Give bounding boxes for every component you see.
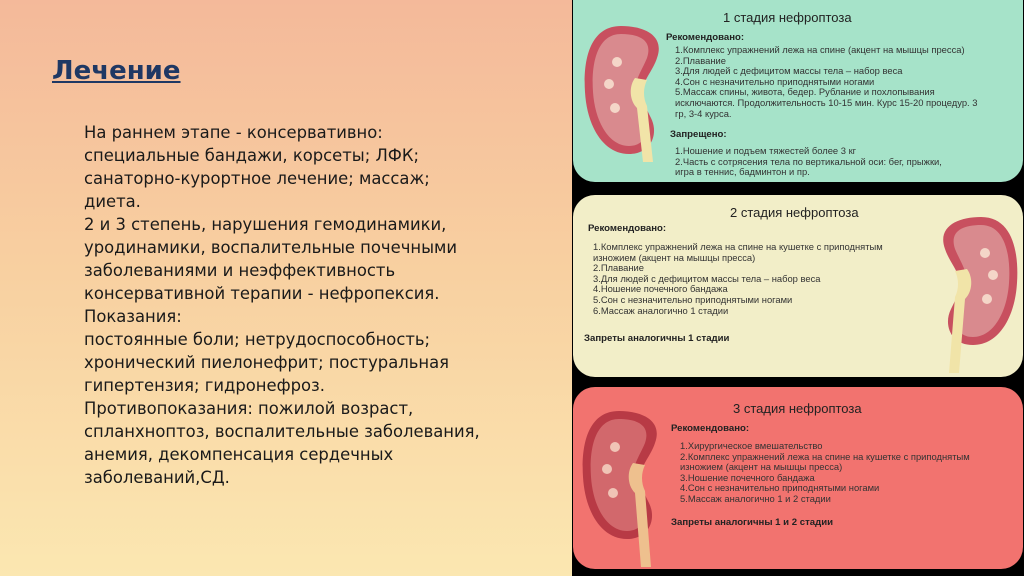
list-item: изножием (акцент на мышцы пресса) <box>680 461 843 473</box>
list-item: 4.Ношение почечного бандажа <box>593 283 728 295</box>
stage-2-recommended-list <box>593 242 883 316</box>
list-item: изножием (акцент на мышцы пресса) <box>593 251 756 263</box>
list-item: 2.Плавание <box>675 54 726 66</box>
slide-body <box>84 121 554 489</box>
list-item: 1.Хирургическое вмешательство <box>680 440 823 451</box>
stage-3-recommended-label: Рекомендовано: <box>671 423 750 434</box>
stage-2-forbidden-label: Запреты аналогичны 1 стадии <box>584 333 730 344</box>
slide-title: Лечение <box>52 56 181 86</box>
list-item: 1.Комплекс упражнений лежа на спине на кушетке с приподнятым <box>593 241 883 252</box>
stage-2-panel <box>573 195 1023 377</box>
stage-3-panel <box>573 387 1023 569</box>
body-line: постоянные боли; нетрудоспособность; <box>84 330 431 349</box>
body-line: Показания: <box>84 307 182 326</box>
stage-1-recommended-list <box>675 45 977 119</box>
stage-2-title: 2 стадия нефроптоза <box>730 205 859 220</box>
list-item: 1.Комплекс упражнений лежа на спине (акцент на мышцы пресса) <box>675 44 965 55</box>
stage-2-recommended-label: Рекомендовано: <box>588 223 667 234</box>
list-item: 3.Для людей с дефицитом массы тела – набор веса <box>593 272 821 284</box>
list-item: 5.Массаж аналогично 1 и 2 стадии <box>680 492 831 504</box>
list-item: исключаются. Продолжительность 10-15 мин. Курс 15-20 процедур. 3 <box>675 96 978 108</box>
list-item: 4.Сон с незначительно приподнятыми ногами <box>680 482 880 494</box>
list-item: 5.Сон с незначительно приподнятыми ногами <box>593 293 793 305</box>
list-item: 2.Плавание <box>593 262 644 274</box>
body-line: уродинамики, воспалительные почечными <box>84 238 458 257</box>
list-item: игра в теннис, бадминтон и пр. <box>675 166 810 178</box>
body-line: Противопоказания: пожилой возраст, <box>84 399 414 418</box>
kidney-icon <box>581 22 667 162</box>
list-item: гр, 3-4 курса. <box>675 107 732 119</box>
kidney-icon <box>579 407 665 567</box>
stage-3-forbidden-label: Запреты аналогичны 1 и 2 стадии <box>671 517 833 528</box>
body-line: 2 и 3 степень, нарушения гемодинамики, <box>84 215 447 234</box>
body-line: гипертензия; гидронефроз. <box>84 376 325 395</box>
kidney-icon <box>935 213 1021 373</box>
body-line: диета. <box>84 192 141 211</box>
body-line: заболеваний,СД. <box>84 468 230 487</box>
list-item: 3.Ношение почечного бандажа <box>680 471 815 483</box>
list-item: 2.Комплекс упражнений лежа на спине на кушетке с приподнятым <box>680 450 970 462</box>
stage-1-forbidden-label: Запрещено: <box>670 129 727 140</box>
body-line: специальные бандажи, корсеты; ЛФК; <box>84 146 420 165</box>
stage-1-panel <box>573 0 1023 182</box>
stage-3-title: 3 стадия нефроптоза <box>733 401 862 416</box>
stage-1-forbidden-list <box>675 146 942 178</box>
stage-3-recommended-list <box>680 441 970 505</box>
body-line: На раннем этапе - консервативно: <box>84 123 383 142</box>
list-item: 4.Сон с незначительно приподнятыми ногами <box>675 75 875 87</box>
body-line: спланхноптоз, воспалительные заболевания, <box>84 422 480 441</box>
body-line: санаторно-курортное лечение; массаж; <box>84 169 430 188</box>
list-item: 5.Массаж спины, живота, бедер. Рублание и похлопывания <box>675 86 935 98</box>
stage-1-recommended-label: Рекомендовано: <box>666 32 745 43</box>
stage-1-title: 1 стадия нефроптоза <box>723 10 852 25</box>
list-item: 3.Для людей с дефицитом массы тела – набор веса <box>675 65 903 77</box>
body-line: хронический пиелонефрит; постуральная <box>84 353 450 372</box>
body-line: заболеваниями и неэффективность <box>84 261 396 280</box>
body-line: анемия, декомпенсация сердечных <box>84 445 394 464</box>
list-item: 1.Ношение и подъем тяжестей более 3 кг <box>675 145 857 156</box>
list-item: 6.Массаж аналогично 1 стадии <box>593 304 729 316</box>
list-item: 2.Часть с сотрясения тела по вертикальной оси: бег, прыжки, <box>675 155 942 167</box>
body-line: консервативной терапии - нефропексия. <box>84 284 440 303</box>
